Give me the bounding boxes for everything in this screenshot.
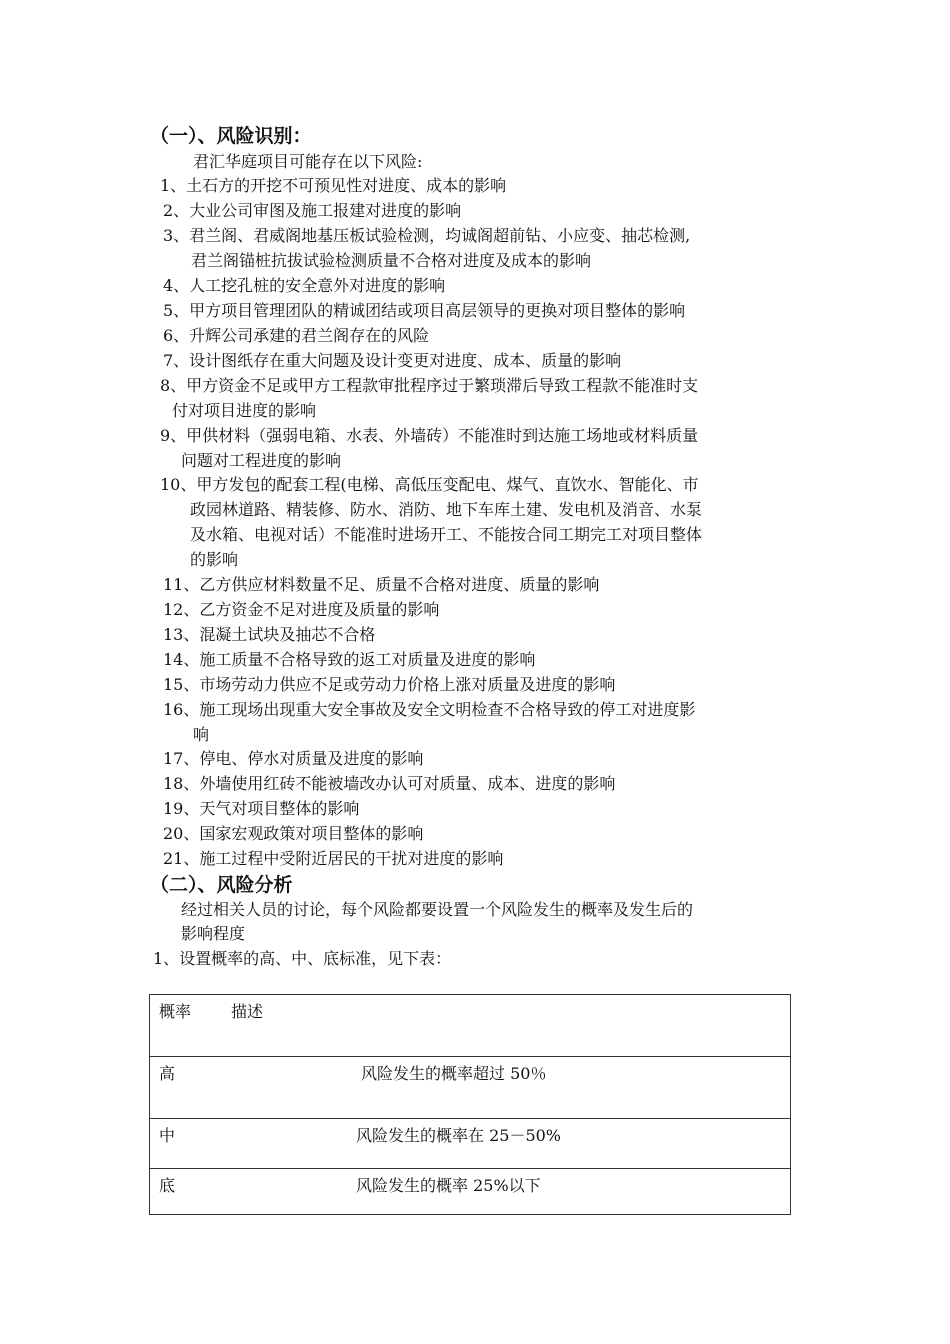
row-level: 高 (159, 1064, 176, 1083)
risk-item-15: 15、市场劳动力供应不足或劳动力价格上涨对质量及进度的影响 (163, 675, 616, 694)
row-description: 风险发生的概率超过 50％ (361, 1064, 547, 1083)
section-2-title: （二）、风险分析 (150, 874, 293, 896)
risk-item-19: 19、天气对项目整体的影响 (163, 799, 360, 818)
risk-item-10: 10、甲方发包的配套工程(电梯、高低压变配电、煤气、直饮水、智能化、市 (160, 475, 699, 494)
header-probability: 概率 (159, 1002, 192, 1021)
table-header-row (150, 995, 791, 1057)
risk-item-17: 17、停电、停水对质量及进度的影响 (163, 749, 424, 768)
risk-item-10-cont-1: 政园林道路、精装修、防水、消防、地下车库土建、发电机及消音、水泵 (190, 500, 703, 519)
row-description: 风险发生的概率 25%以下 (356, 1176, 541, 1195)
risk-item-7: 7、设计图纸存在重大问题及设计变更对进度、成本、质量的影响 (163, 351, 622, 370)
risk-item-8: 8、甲方资金不足或甲方工程款审批程序过于繁琐滞后导致工程款不能准时支 (160, 376, 699, 395)
section-2-subheading: 1、设置概率的高、中、底标准，见下表： (153, 949, 452, 968)
risk-item-3-cont: 君兰阁锚桩抗拔试验检测质量不合格对进度及成本的影响 (191, 251, 592, 270)
table-cell (150, 1119, 791, 1169)
table-row (150, 1119, 791, 1169)
risk-item-12: 12、乙方资金不足对进度及质量的影响 (163, 600, 440, 619)
table-header-cell (150, 995, 791, 1057)
table-cell (150, 1169, 791, 1215)
risk-item-16-cont: 响 (193, 725, 210, 744)
section-2-para-2: 影响程度 (181, 924, 246, 943)
row-level: 底 (159, 1176, 176, 1195)
risk-item-10-cont-3: 的影响 (190, 550, 239, 569)
risk-item-21: 21、施工过程中受附近居民的干扰对进度的影响 (163, 849, 504, 868)
row-level: 中 (159, 1126, 176, 1145)
table-row (150, 1057, 791, 1119)
risk-item-5: 5、甲方项目管理团队的精诚团结或项目高层领导的更换对项目整体的影响 (163, 301, 686, 320)
risk-item-2: 2、大业公司审图及施工报建对进度的影响 (163, 201, 462, 220)
risk-item-18: 18、外墙使用红砖不能被墙改办认可对质量、成本、进度的影响 (163, 774, 616, 793)
table-cell (150, 1057, 791, 1119)
table-row (150, 1169, 791, 1215)
risk-item-14: 14、施工质量不合格导致的返工对质量及进度的影响 (163, 650, 536, 669)
risk-item-11: 11、乙方供应材料数量不足、质量不合格对进度、质量的影响 (163, 575, 600, 594)
header-description: 描述 (231, 1002, 264, 1021)
section-1-title: （一）、风险识别： (150, 125, 312, 147)
section-2-para-1: 经过相关人员的讨论，每个风险都要设置一个风险发生的概率及发生后的 (181, 900, 694, 919)
risk-item-1: 1、土石方的开挖不可预见性对进度、成本的影响 (160, 176, 507, 195)
risk-item-10-cont-2: 及水箱、电视对话）不能准时进场开工、不能按合同工期完工对项目整体 (190, 525, 703, 544)
section-1-intro: 君汇华庭项目可能存在以下风险: (193, 152, 423, 171)
risk-item-9: 9、甲供材料（强弱电箱、水表、外墙砖）不能准时到达施工场地或材料质量 (160, 426, 699, 445)
risk-item-16: 16、施工现场出现重大安全事故及安全文明检查不合格导致的停工对进度影 (163, 700, 696, 719)
risk-item-13: 13、混凝土试块及抽芯不合格 (163, 625, 376, 644)
risk-item-6: 6、升辉公司承建的君兰阁存在的风险 (163, 326, 430, 345)
risk-item-20: 20、国家宏观政策对项目整体的影响 (163, 824, 424, 843)
risk-item-8-cont: 付对项目进度的影响 (172, 401, 317, 420)
probability-table (149, 994, 791, 1215)
risk-item-4: 4、人工挖孔桩的安全意外对进度的影响 (163, 276, 446, 295)
risk-item-9-cont: 问题对工程进度的影响 (181, 451, 342, 470)
risk-item-3: 3、君兰阁、君威阁地基压板试验检测，均诚阁超前钻、小应变、抽芯检测, (163, 226, 691, 245)
row-description: 风险发生的概率在 25－50% (356, 1126, 562, 1145)
